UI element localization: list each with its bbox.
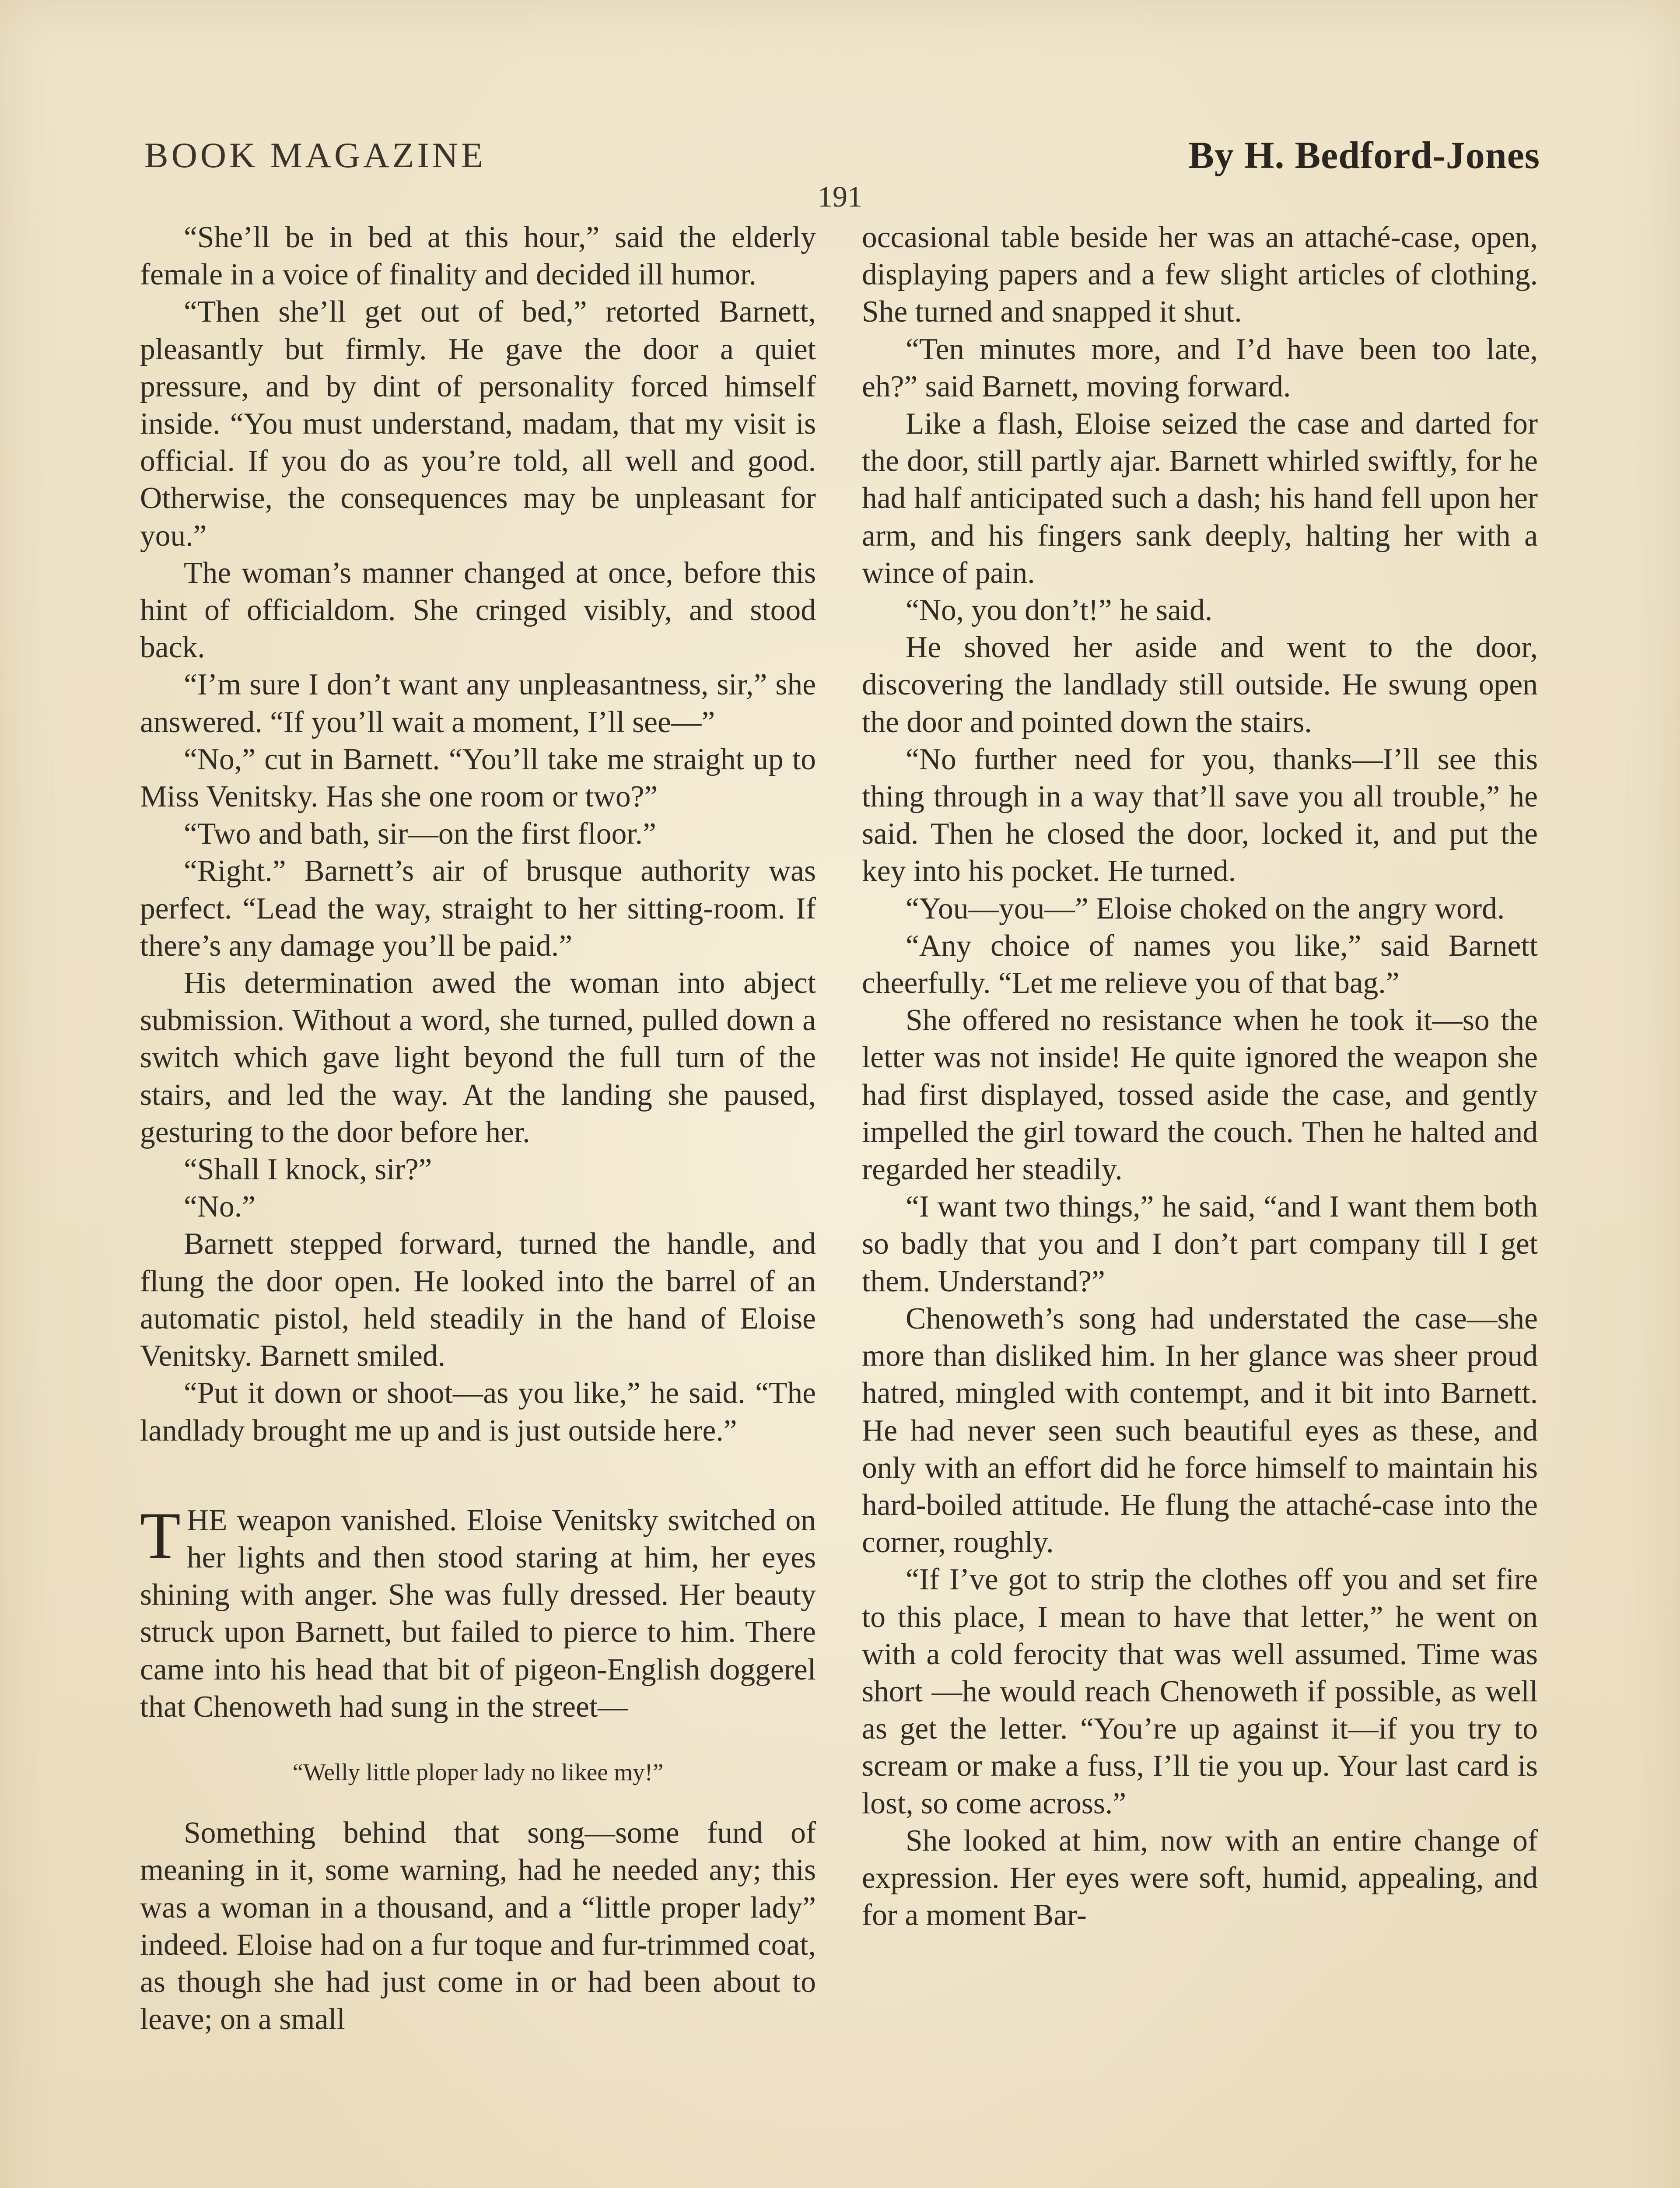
paragraph: She offered no resistance when he took it—so the letter was not inside! He quite ignored the weapon she had first displayed, tossed aside the case, and gently impelled the girl toward the couch. Then he halted and regarded her steadily.: [862, 1003, 1538, 1187]
right-text-column: [862, 219, 1538, 1934]
paragraph: “You—you—” Eloise choked on the angry word.: [906, 891, 1505, 926]
continued-paragraph: occasional table beside her was an attaché-case, open, displaying papers and a few slight articles of clothing. She turned and snapped it shut.: [862, 221, 1538, 329]
magazine-title: BOOK MAGAZINE: [144, 135, 486, 175]
paragraph: Chenoweth’s song had understated the case—she more than disliked him. In her glance was sheer proud hatred, mingled with contempt, and it bit into Barnett. He had never seen such beautiful eyes as these, and only with an effort did he force himself to maintain his hard-boiled attitude. He flung the attaché-case into the corner, roughly.: [862, 1301, 1538, 1560]
paragraph: “No, you don’t!” he said.: [906, 593, 1213, 628]
page-number: 191: [818, 180, 862, 213]
paragraph: “She’ll be in bed at this hour,” said the elderly female in a voice of finality and decided ill humor.: [140, 221, 816, 292]
paragraph: “Two and bath, sir—on the first floor.”: [184, 817, 656, 851]
paragraph: “No.”: [184, 1190, 256, 1224]
section-opening-paragraph: [140, 1498, 816, 1725]
song-verse: “Welly little ploper lady no likee my!”: [292, 1758, 664, 1785]
paragraph: He shoved her aside and went to the door, discovering the landlady still outside. He swung open the door and pointed down the stairs.: [862, 631, 1538, 739]
paragraph: Something behind that song—some fund of meaning in it, some warning, had he needed any; this was a woman in a thousand, and a “little proper lady” indeed. Eloise had on a fur toque and fur-trimmed coat, as though she had just come in or had been about to leave; on a small: [140, 1816, 816, 2037]
paragraph: “If I’ve got to strip the clothes off you and set fire to this place, I mean to have that letter,” he went on with a cold ferocity that was well assumed. Time was short —he would reach Chenoweth if possible, as well as get the letter. “You’re up against it—if you try to scream or make a fuss, I’ll tie you up. Your last card is lost, so come across.”: [862, 1563, 1538, 1820]
paragraph: “Shall I knock, sir?”: [184, 1153, 432, 1187]
left-text-column: [140, 219, 816, 2038]
section-opening-text: HE weapon vanished. Eloise Venitsky switched on her lights and then stood staring at him, her eyes shining with anger. She was fully dressed. Her beauty struck upon Barnett, but failed to pierce to him. There came into his head that bit of pigeon-English doggerel that Chenoweth had sung in the street—: [140, 1503, 816, 1724]
drop-cap-initial: T: [140, 1498, 181, 1572]
paragraph: “Ten minutes more, and I’d have been too late, eh?” said Barnett, moving forward.: [862, 332, 1538, 403]
paragraph: “Any choice of names you like,” said Barnett cheerfully. “Let me relieve you of that bag.”: [862, 929, 1538, 1000]
paragraph: She looked at him, now with an entire change of expression. Her eyes were soft, humid, appealing, and for a moment Bar-: [862, 1823, 1538, 1932]
paragraph: “Then she’ll get out of bed,” retorted Barnett, pleasantly but firmly. He gave the door a quiet pressure, and by dint of personality forced himself inside. “You must understand, madam, that my visit is official. If you do as you’re told, all well and good. Otherwise, the consequences may be unpleasant for you.”: [140, 295, 816, 553]
author-byline: By H. Bedford-Jones: [1188, 134, 1540, 177]
paragraph: Barnett stepped forward, turned the handle, and flung the door open. He looked into the barrel of an automatic pistol, held steadily in the hand of Eloise Venitsky. Barnett smiled.: [140, 1227, 816, 1373]
paragraph: “I want two things,” he said, “and I want them both so badly that you and I don’t part company till I get them. Understand?”: [862, 1190, 1538, 1298]
paragraph: “I’m sure I don’t want any unpleasantness, sir,” she answered. “If you’ll wait a moment, I’ll see—”: [140, 668, 816, 739]
paragraph: “No further need for you, thanks—I’ll see this thing through in a way that’ll save you all trouble,” he said. Then he closed the door, locked it, and put the key into his pocket. He turned.: [862, 742, 1538, 888]
paragraph: The woman’s manner changed at once, before this hint of officialdom. She cringed visibly, and stood back.: [140, 556, 816, 665]
running-header: [144, 131, 1540, 179]
paragraph: “No,” cut in Barnett. “You’ll take me straight up to Miss Venitsky. Has she one room or two?”: [140, 742, 816, 814]
paragraph: “Right.” Barnett’s air of brusque authority was perfect. “Lead the way, straight to her sitting-room. If there’s any damage you’ll be paid.”: [140, 854, 816, 963]
paragraph: “Put it down or shoot—as you like,” he said. “The landlady brought me up and is just outside here.”: [140, 1376, 816, 1448]
paragraph: His determination awed the woman into abject submission. Without a word, she turned, pulled down a switch which gave light beyond the full turn of the stairs, and led the way. At the landing she paused, gesturing to the door before her.: [140, 966, 816, 1149]
paragraph: Like a flash, Eloise seized the case and darted for the door, still partly ajar. Barnett whirled swiftly, for he had half anticipated such a dash; his hand fell upon her arm, and his fingers sank deeply, halting her with a wince of pain.: [862, 407, 1538, 590]
